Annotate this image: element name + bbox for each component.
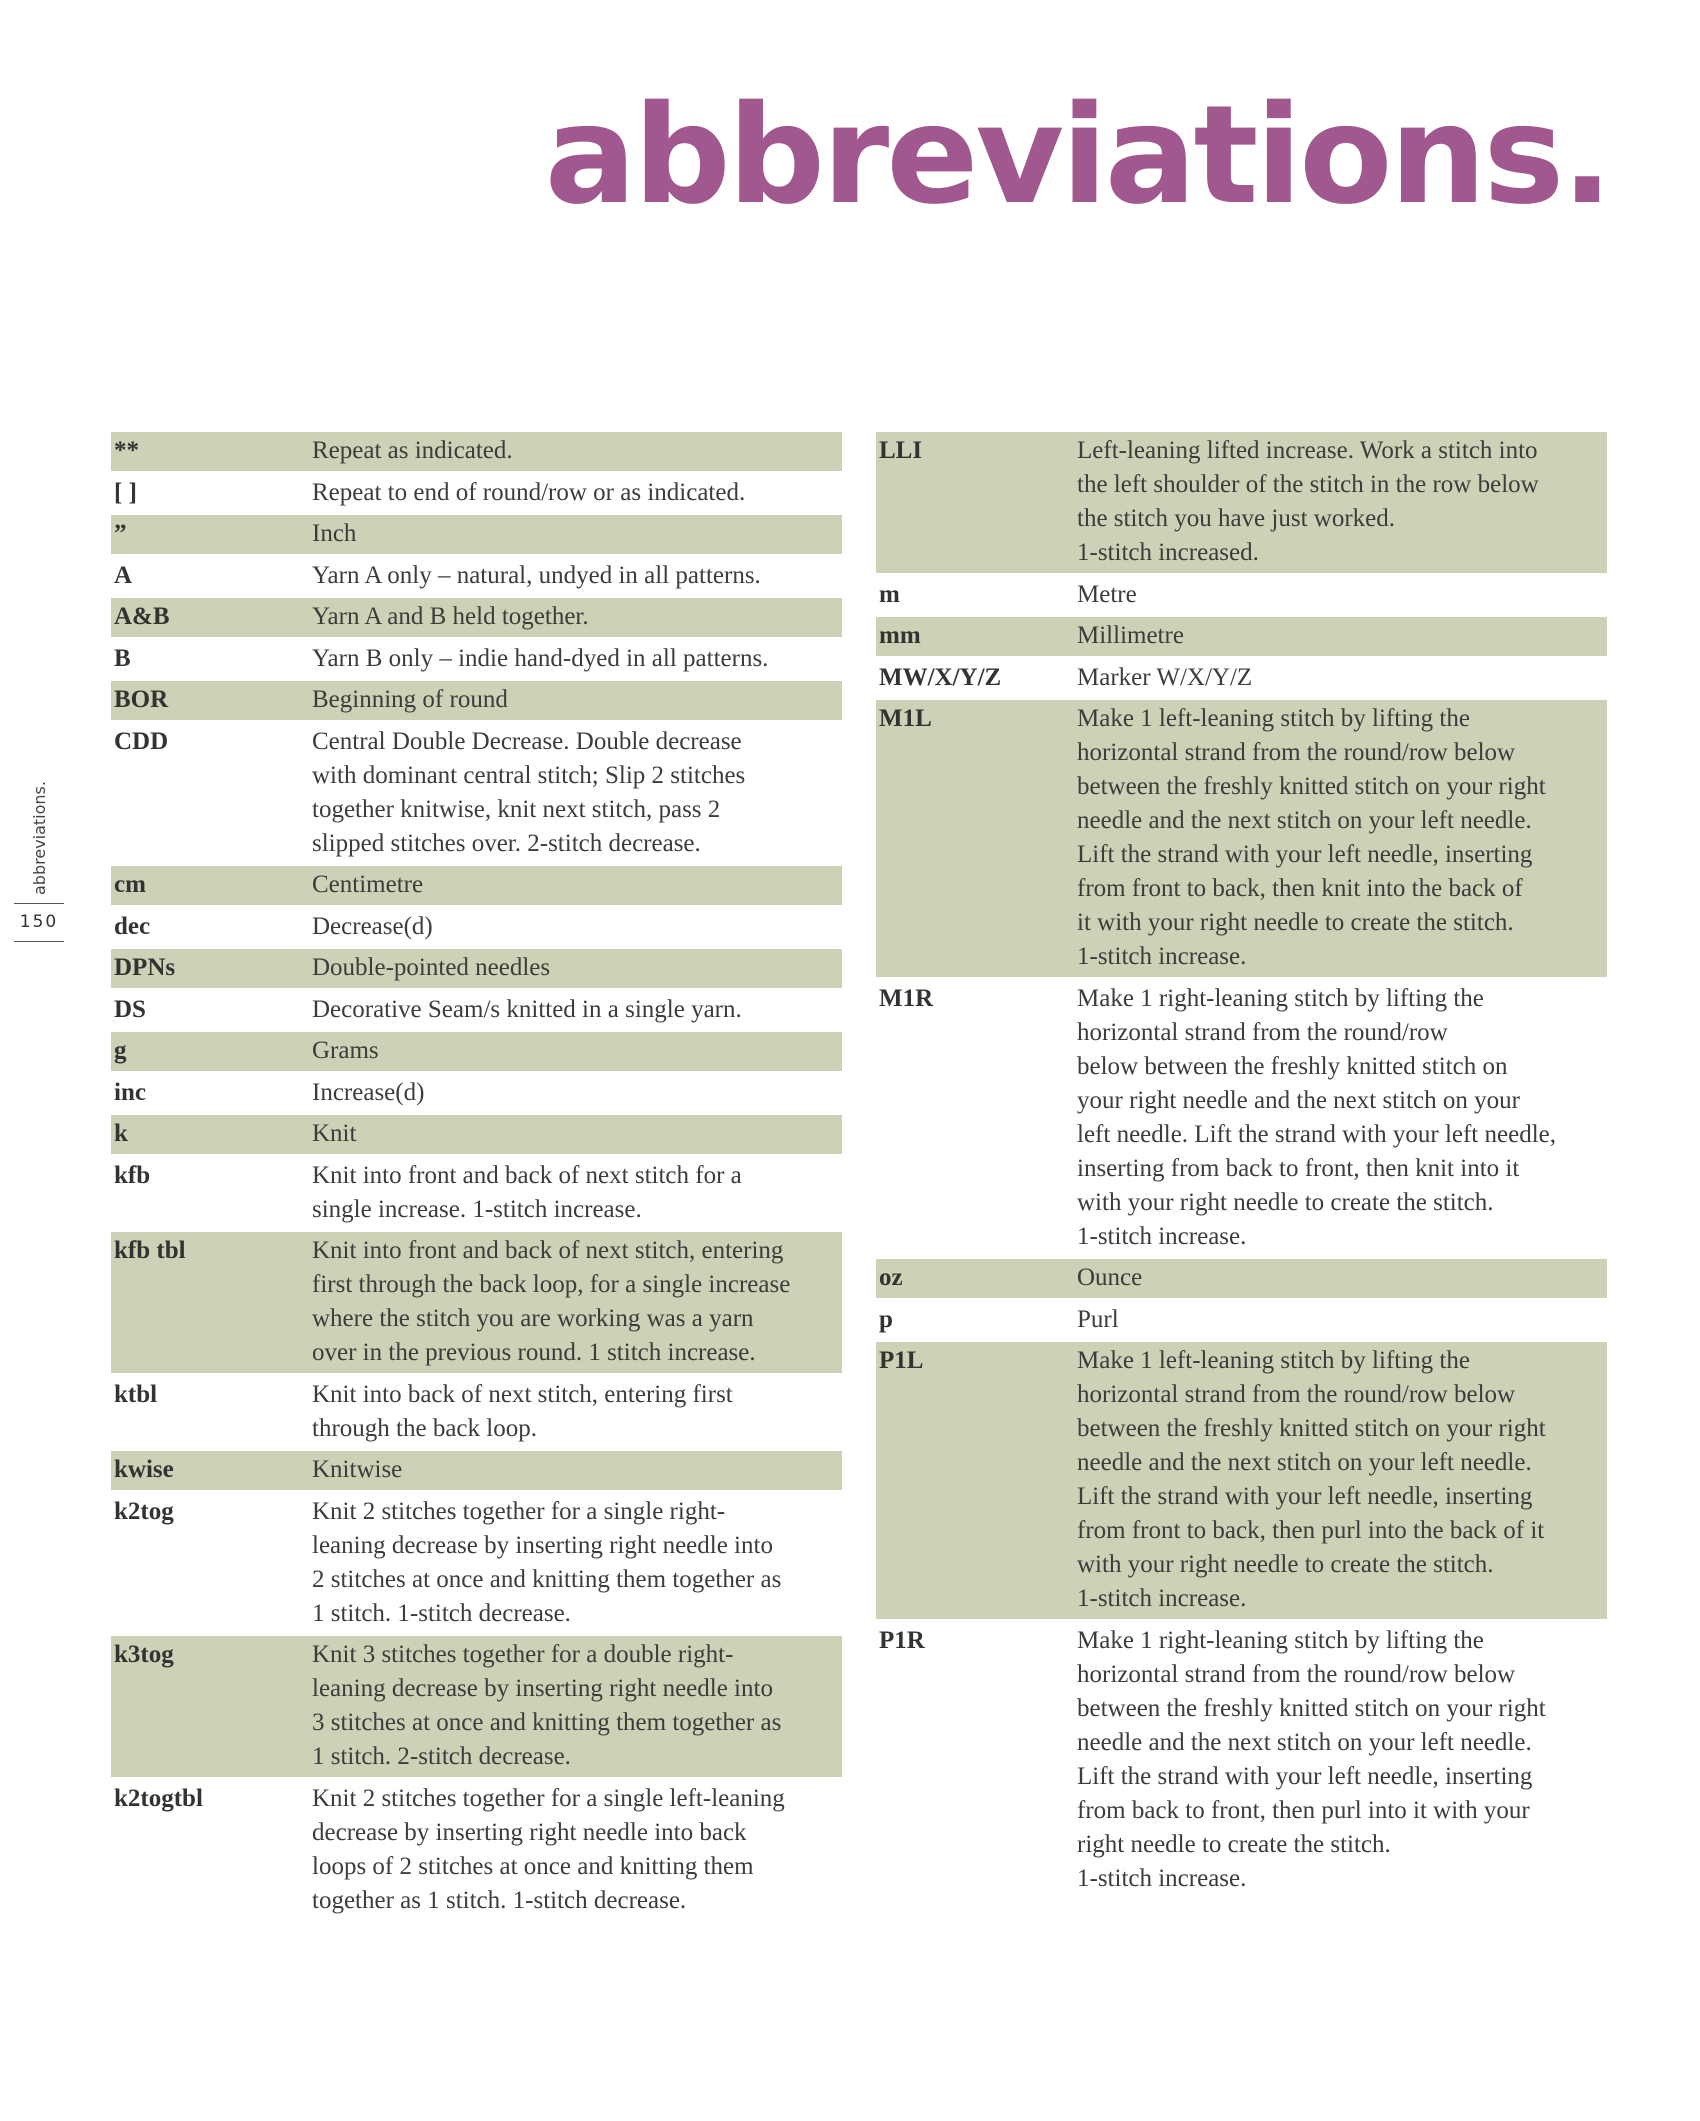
- abbreviation-term: P1R: [879, 1626, 925, 1654]
- abbreviation-definition: Make 1 right-leaning stitch by lifting the horizontal strand from the round/row below between the freshly knitted stitch on your right needle and the next stitch on your left needle. Lift the strand with your left needle, inserting from back to front, then purl into it with your right needle to create the stitch. 1-stitch increase.: [1077, 1626, 1546, 1892]
- abbreviation-definition: Make 1 right-leaning stitch by lifting the horizontal strand from the round/row below between the freshly knitted stitch on your right needle and the next stitch on your left needle. Lift the strand with your left needle, inserting from back to front, then knit into it with your right needle to create the stitch. 1-stitch increase.: [1077, 984, 1556, 1250]
- abbreviation-row: [111, 1232, 842, 1373]
- abbreviation-term: [ ]: [114, 478, 137, 506]
- abbreviation-term: mm: [879, 622, 921, 649]
- abbreviation-definition: Metre: [1077, 580, 1137, 608]
- abbreviation-term: ”: [114, 520, 127, 547]
- abbreviation-term: ktbl: [114, 1380, 158, 1408]
- abbreviation-term: DS: [114, 995, 146, 1023]
- abbreviation-definition: Purl: [1077, 1305, 1119, 1333]
- abbreviation-term: P1L: [879, 1347, 924, 1374]
- abbreviation-definition: Double-pointed needles: [312, 954, 551, 981]
- abbreviation-term: CDD: [114, 727, 169, 755]
- abbreviation-definition: Millimetre: [1077, 622, 1184, 649]
- abbreviation-row: [111, 1115, 842, 1154]
- abbreviation-row: [111, 1493, 842, 1634]
- side-section-label: abbreviations.: [29, 781, 49, 895]
- abbreviation-row: [111, 1157, 842, 1230]
- abbreviation-row: [111, 432, 842, 471]
- abbreviation-row: [111, 908, 842, 947]
- abbreviations-left-column: [111, 432, 842, 1923]
- abbreviation-term: M1R: [879, 984, 934, 1012]
- abbreviation-term: dec: [114, 912, 151, 940]
- abbreviation-row: [876, 1622, 1607, 1899]
- abbreviation-definition: Decrease(d): [312, 912, 433, 940]
- page-title: abbreviations.: [544, 77, 1610, 235]
- abbreviation-term: **: [114, 437, 139, 464]
- abbreviation-definition: Centimetre: [312, 871, 424, 898]
- abbreviation-term: A&B: [114, 603, 170, 630]
- abbreviation-row: [876, 700, 1607, 977]
- abbreviation-definition: Decorative Seam/s knitted in a single yarn.: [312, 995, 742, 1023]
- abbreviation-row: [111, 866, 842, 905]
- abbreviation-row: [876, 432, 1607, 573]
- abbreviation-definition: Repeat to end of round/row or as indicated.: [312, 478, 746, 506]
- abbreviation-row: [876, 1259, 1607, 1298]
- abbreviation-term: oz: [879, 1264, 903, 1291]
- page-number: 150: [19, 912, 59, 932]
- abbreviation-row: [111, 1032, 842, 1071]
- abbreviation-row: [111, 474, 842, 513]
- abbreviation-term: p: [879, 1305, 893, 1333]
- abbreviation-term: kfb tbl: [114, 1237, 186, 1264]
- side-margin-label: [19, 775, 59, 965]
- abbreviation-definition: Make 1 left-leaning stitch by lifting the horizontal strand from the round/row below between the freshly knitted stitch on your right needle and the next stitch on your left needle. Lift the strand with your left needle, inserting from front to back, then purl into the back of it with your right needle to create the stitch. 1-stitch increase.: [1077, 1347, 1546, 1612]
- abbreviation-definition: Make 1 left-leaning stitch by lifting the horizontal strand from the round/row below between the freshly knitted stitch on your right needle and the next stitch on your left needle. Lift the strand with your left needle, inserting from front to back, then knit into the back of it with your right needle to create the stitch. 1-stitch increase.: [1077, 705, 1546, 970]
- abbreviation-definition: Increase(d): [312, 1078, 425, 1106]
- abbreviation-definition: Yarn B only – indie hand-dyed in all patterns.: [312, 644, 769, 672]
- abbreviation-row: [111, 1074, 842, 1113]
- abbreviation-term: g: [114, 1037, 127, 1064]
- abbreviation-term: inc: [114, 1078, 146, 1106]
- abbreviation-term: k: [114, 1120, 128, 1147]
- abbreviation-definition: Central Double Decrease. Double decrease with dominant central stitch; Slip 2 stitches together knitwise, knit next stitch, pass 2 slipped stitches over. 2-stitch decrease.: [312, 727, 746, 857]
- abbreviation-term: m: [879, 580, 900, 608]
- abbreviation-definition: Inch: [312, 520, 357, 547]
- abbreviation-definition: Knit into front and back of next stitch, entering first through the back loop, for a single increase where the stitch you are working was a yarn over in the previous round. 1 stitch increase.: [312, 1237, 791, 1366]
- abbreviation-definition: Knit 3 stitches together for a double right- leaning decrease by inserting right needle into 3 stitches at once and knitting them together as 1 stitch. 2-stitch decrease.: [312, 1641, 782, 1770]
- abbreviation-row: [111, 723, 842, 864]
- abbreviation-definition: Repeat as indicated.: [312, 437, 513, 464]
- abbreviation-term: cm: [114, 871, 146, 898]
- abbreviation-term: k3tog: [114, 1641, 174, 1668]
- abbreviation-row: [111, 640, 842, 679]
- abbreviation-definition: Yarn A and B held together.: [312, 603, 589, 630]
- abbreviation-row: [876, 576, 1607, 615]
- abbreviation-term: MW/X/Y/Z: [879, 663, 1002, 691]
- abbreviation-row: [111, 1376, 842, 1449]
- abbreviation-term: LLI: [879, 437, 923, 464]
- abbreviation-row: [111, 598, 842, 637]
- abbreviation-definition: Beginning of round: [312, 686, 508, 713]
- abbreviation-row: [111, 1780, 842, 1921]
- abbreviation-definition: Knit 2 stitches together for a single left-leaning decrease by inserting right needle into back loops of 2 stitches at once and knitting them together as 1 stitch. 1-stitch decrease.: [312, 1784, 785, 1914]
- abbreviations-right-column: [876, 432, 1607, 1901]
- abbreviation-definition: Knit: [312, 1120, 357, 1147]
- abbreviation-term: kwise: [114, 1456, 174, 1483]
- abbreviation-row: [111, 681, 842, 720]
- abbreviation-definition: Left-leaning lifted increase. Work a stitch into the left shoulder of the stitch in the row below the stitch you have just worked. 1-stitch increased.: [1077, 437, 1539, 566]
- abbreviation-row: [876, 1342, 1607, 1619]
- abbreviation-row: [876, 980, 1607, 1257]
- abbreviation-row: [876, 1301, 1607, 1340]
- abbreviation-definition: Knit 2 stitches together for a single right- leaning decrease by inserting right needle into 2 stitches at once and knitting them together as 1 stitch. 1-stitch decrease.: [312, 1497, 782, 1627]
- abbreviation-term: B: [114, 644, 131, 672]
- abbreviation-definition: Yarn A only – natural, undyed in all patterns.: [312, 561, 761, 589]
- abbreviation-term: DPNs: [114, 954, 176, 981]
- abbreviation-term: kfb: [114, 1161, 151, 1189]
- abbreviation-row: [111, 949, 842, 988]
- abbreviation-row: [111, 515, 842, 554]
- abbreviation-row: [876, 659, 1607, 698]
- abbreviation-term: k2togtbl: [114, 1784, 203, 1812]
- abbreviation-definition: Marker W/X/Y/Z: [1077, 663, 1253, 691]
- abbreviation-row: [111, 557, 842, 596]
- abbreviation-term: BOR: [114, 686, 169, 713]
- abbreviation-definition: Ounce: [1077, 1264, 1143, 1291]
- abbreviation-row: [111, 991, 842, 1030]
- abbreviation-definition: Knitwise: [312, 1456, 403, 1483]
- abbreviation-definition: Knit into back of next stitch, entering first through the back loop.: [312, 1380, 733, 1442]
- abbreviation-definition: Knit into front and back of next stitch for a single increase. 1-stitch increase.: [312, 1161, 742, 1223]
- abbreviation-term: k2tog: [114, 1497, 174, 1525]
- abbreviation-row: [111, 1636, 842, 1777]
- abbreviation-definition: Grams: [312, 1037, 379, 1064]
- abbreviation-row: [111, 1451, 842, 1490]
- abbreviation-term: M1L: [879, 705, 932, 732]
- side-divider-bottom: [14, 941, 64, 942]
- abbreviation-term: A: [114, 561, 133, 589]
- abbreviation-row: [876, 617, 1607, 656]
